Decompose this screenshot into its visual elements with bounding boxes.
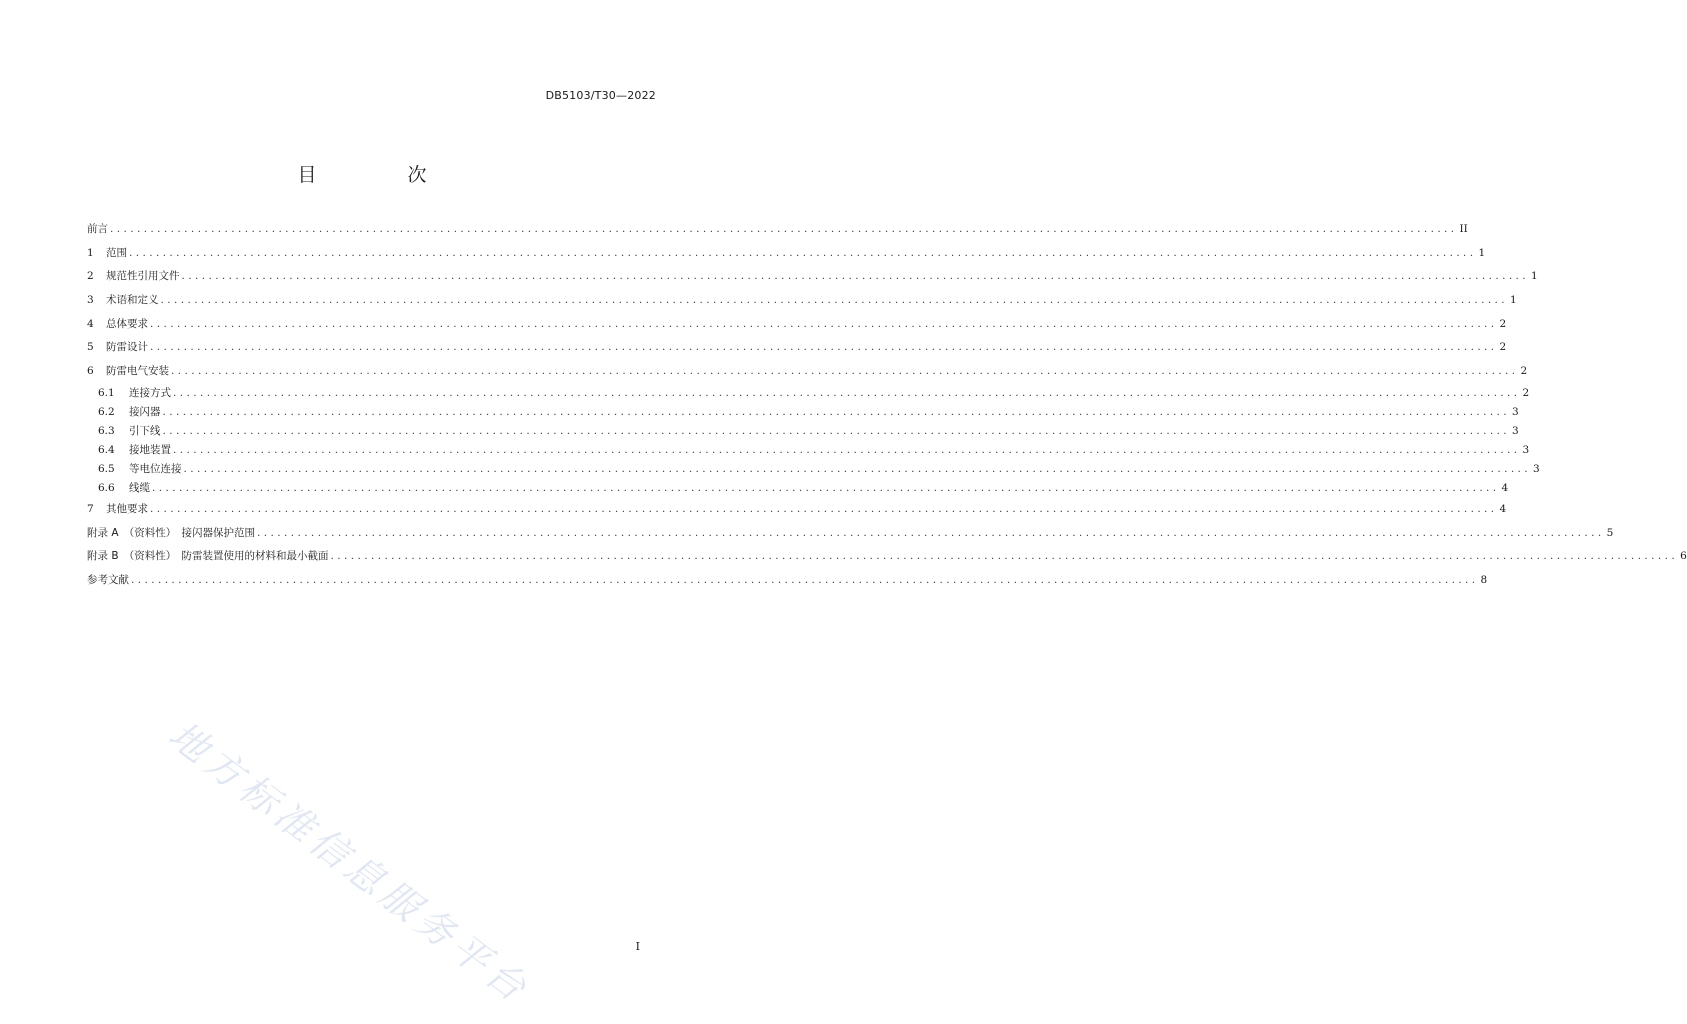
toc-entry[interactable] <box>87 498 1507 522</box>
toc-entry[interactable] <box>87 289 1517 313</box>
toc-entry-label: 接闪器 <box>129 405 161 418</box>
toc-entry-label: 前言 <box>87 223 108 235</box>
toc-leader-dots: ........................................................................................................................................................................................................ <box>162 405 1511 418</box>
toc-entry[interactable] <box>87 479 1509 498</box>
toc-entry-page: 1 <box>1510 294 1517 307</box>
toc-leader-dots: ........................................................................................................................................................................................................ <box>160 294 1509 307</box>
toc-entry-label: 线缆 <box>129 481 150 494</box>
toc-entry-page: 3 <box>1522 443 1530 456</box>
toc-entry[interactable] <box>87 460 1540 479</box>
toc-entry-number: 6.4 <box>98 443 115 456</box>
toc-entry-label: 术语和定义 <box>106 294 159 307</box>
toc-entry-number: 6.2 <box>98 405 115 418</box>
page-number: I <box>635 940 640 953</box>
document-number: DB5103/T30—2022 <box>545 89 656 102</box>
toc-entry-number: 6.5 <box>98 462 115 475</box>
toc-leader-dots: ........................................................................................................................................................................................................ <box>183 462 1532 475</box>
toc-entry[interactable] <box>87 218 1468 242</box>
toc-entry[interactable] <box>87 403 1519 422</box>
toc-entry[interactable] <box>87 265 1538 289</box>
toc-entry-page: 2 <box>1522 386 1530 399</box>
toc-entry-number: 4 <box>87 317 94 330</box>
toc-entry-number: 6.3 <box>98 424 115 437</box>
toc-entry-label: 附录 A （资料性） 接闪器保护范围 <box>87 526 256 539</box>
toc-entry[interactable] <box>87 545 1687 569</box>
toc-entry-label: 总体要求 <box>106 317 148 330</box>
toc-entry-number: 3 <box>87 294 94 307</box>
toc-entry-number: 6.6 <box>98 481 115 494</box>
toc-leader-dots: ........................................................................................................................................................................................................ <box>131 573 1479 586</box>
watermark: 地方标准信息服务平台 <box>160 712 539 1013</box>
toc-entry-number: 6 <box>87 365 94 378</box>
toc-entry-number: 7 <box>87 502 94 515</box>
toc-entry-label: 接地装置 <box>129 443 171 456</box>
toc-leader-dots: ........................................................................................................................................................................................................ <box>257 526 1605 539</box>
toc-entry-page: 1 <box>1531 270 1538 283</box>
table-of-contents <box>87 218 1687 593</box>
toc-leader-dots: ........................................................................................................................................................................................................ <box>162 424 1511 437</box>
toc-entry[interactable] <box>87 336 1507 360</box>
toc-entry-label: 规范性引用文件 <box>106 270 180 283</box>
toc-entry-number: 6.1 <box>98 386 115 399</box>
toc-entry-label: 参考文献 <box>87 573 129 586</box>
toc-leader-dots: ........................................................................................................................................................................................................ <box>171 365 1519 378</box>
toc-leader-dots: ........................................................................................................................................................................................................ <box>173 386 1521 399</box>
toc-entry-label: 连接方式 <box>129 386 171 399</box>
toc-entry-label: 防雷电气安装 <box>106 365 169 378</box>
toc-entry-number: 5 <box>87 341 94 354</box>
toc-entry-page: 4 <box>1499 502 1507 515</box>
toc-entry-page: 2 <box>1499 341 1507 354</box>
toc-entry-page: 3 <box>1533 462 1540 475</box>
toc-entry-page: 3 <box>1512 405 1519 418</box>
toc-entry-label: 其他要求 <box>106 502 148 515</box>
toc-entry-number: 1 <box>87 246 94 259</box>
toc-entry[interactable] <box>87 360 1528 384</box>
toc-entry-page: 2 <box>1499 317 1507 330</box>
toc-entry[interactable] <box>87 441 1530 460</box>
toc-entry[interactable] <box>87 569 1488 593</box>
toc-leader-dots: ........................................................................................................................................................................................................ <box>150 502 1498 515</box>
toc-entry-page: 2 <box>1520 365 1528 378</box>
toc-leader-dots: ........................................................................................................................................................................................................ <box>150 317 1498 330</box>
toc-entry[interactable] <box>87 313 1507 337</box>
page-title: 目 次 <box>297 164 463 186</box>
toc-entry-page: II <box>1459 223 1468 235</box>
toc-entry-label: 附录 B （资料性） 防雷装置使用的材料和最小截面 <box>87 550 329 563</box>
toc-entry-number: 2 <box>87 270 94 283</box>
toc-entry[interactable] <box>87 384 1530 403</box>
toc-entry-page: 1 <box>1478 246 1486 259</box>
toc-entry-label: 等电位连接 <box>129 462 182 475</box>
toc-leader-dots: ........................................................................................................................................................................................................ <box>173 443 1521 456</box>
toc-leader-dots: ........................................................................................................................................................................................................ <box>150 341 1498 354</box>
toc-entry-page: 3 <box>1512 424 1519 437</box>
toc-entry-label: 范围 <box>106 246 127 259</box>
toc-leader-dots: ........................................................................................................................................................................................................ <box>181 270 1530 283</box>
toc-entry-page: 4 <box>1501 481 1509 494</box>
toc-entry-label: 防雷设计 <box>106 341 148 354</box>
toc-entry-page: 8 <box>1480 573 1488 586</box>
toc-entry[interactable] <box>87 522 1614 546</box>
toc-entry-page: 5 <box>1606 526 1614 539</box>
toc-entry[interactable] <box>87 422 1519 441</box>
toc-entry-label: 引下线 <box>129 424 161 437</box>
toc-leader-dots: ........................................................................................................................................................................................................ <box>110 223 1458 235</box>
toc-leader-dots: ........................................................................................................................................................................................................ <box>152 481 1500 494</box>
toc-entry[interactable] <box>87 242 1486 266</box>
toc-leader-dots: ........................................................................................................................................................................................................ <box>330 550 1679 563</box>
toc-leader-dots: ........................................................................................................................................................................................................ <box>129 246 1477 259</box>
toc-entry-page: 6 <box>1680 550 1687 563</box>
